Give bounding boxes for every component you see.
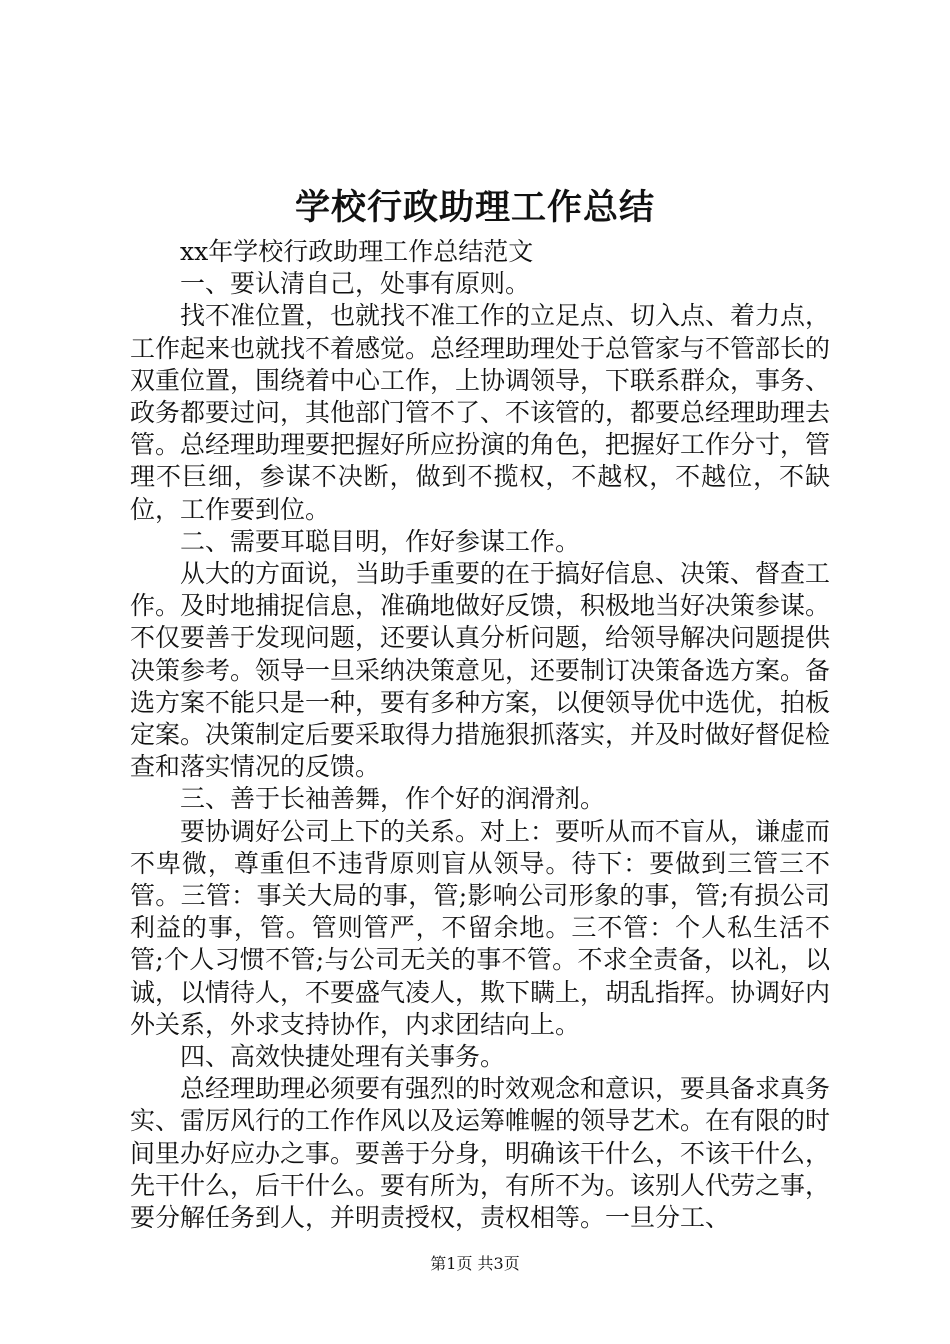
subtitle-line: xx年学校行政助理工作总结范文 xyxy=(180,237,534,266)
section-heading-3: 三、善于长袖善舞，作个好的润滑剂。 xyxy=(180,784,606,814)
page-footer: 第1页 共3页 xyxy=(430,1254,520,1273)
section-paragraph-4: 总经理助理必须要有强烈的时效观念和意识，要具备求真务实、雷厉风行的工作作风以及运筹帷幄的领导艺术。在有限的时间里办好应办之事。要善于分身，明确该干什么，不该干什么，先干什么，后干什么。要有所为，有所不为。该别人代劳之事，要分解任务到人，并明责授权，责权相等。一旦分工、 xyxy=(130,1074,831,1233)
section-heading-2: 二、需要耳聪目明，作好参谋工作。 xyxy=(180,526,581,556)
section-heading-4: 四、高效快捷处理有关事务。 xyxy=(180,1042,506,1072)
section-heading-1: 一、要认清自己，处事有原则。 xyxy=(180,269,531,299)
document-body xyxy=(130,236,830,1234)
section-paragraph-3: 要协调好公司上下的关系。对上：要听从而不盲从，谦虚而不卑微，尊重但不违背原则盲从领导。待下：要做到三管三不管。三管：事关大局的事，管;影响公司形象的事，管;有损公司利益的事，管。管则管严，不留余地。三不管：个人私生活不管;个人习惯不管;与公司无关的事不管。不求全责备，以礼，以诚，以情待人，不要盛气凌人，欺下瞒上，胡乱指挥。协调好内外关系，外求支持协作，内求团结向上。 xyxy=(130,816,831,1039)
section-paragraph-1: 找不准位置，也就找不准工作的立足点、切入点、着力点，工作起来也就找不着感觉。总经理助理处于总管家与不管部长的双重位置，围绕着中心工作，上协调领导，下联系群众，事务、政务都要过问，其他部门管不了、不该管的，都要总经理助理去管。总经理助理要把握好所应扮演的角色，把握好工作分寸，管理不巨细，参谋不决断，做到不揽权，不越权，不越位，不缺位，工作要到位。 xyxy=(130,301,831,524)
document-title: 学校行政助理工作总结 xyxy=(294,187,655,228)
section-paragraph-2: 从大的方面说，当助手重要的在于搞好信息、决策、督查工作。及时地捕捉信息，准确地做好反馈，积极地当好决策参谋。不仅要善于发现问题，还要认真分析问题，给领导解决问题提供决策参考。领导一旦采纳决策意见，还要制订决策备选方案。备选方案不能只是一种，要有多种方案，以便领导优中选优，拍板定案。决策制定后要采取得力措施狠抓落实，并及时做好督促检查和落实情况的反馈。 xyxy=(130,559,831,782)
